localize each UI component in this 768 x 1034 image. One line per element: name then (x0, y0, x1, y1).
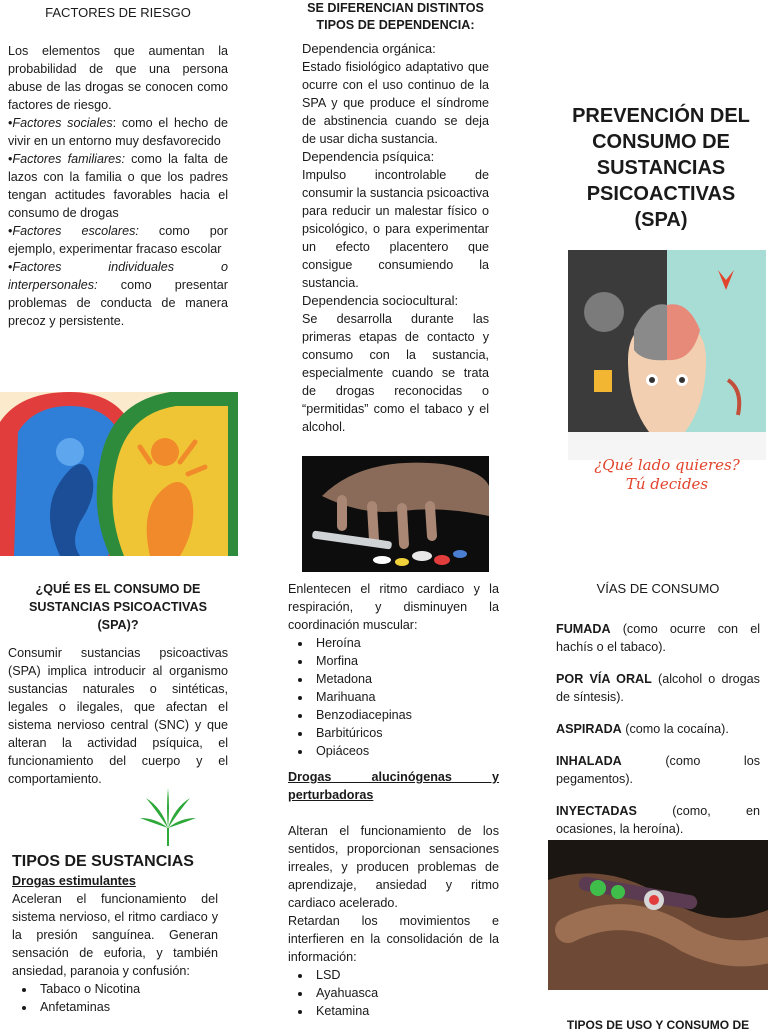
factor-text: como por ejemplo, experimentar fracaso escolar (8, 224, 228, 256)
route-text: (como, en ocasiones, la heroína). (556, 804, 760, 836)
stimulants-list (12, 980, 218, 1016)
dependence-type-name: Dependencia psíquica: (302, 149, 435, 164)
dependence-organic (302, 40, 489, 148)
route-name: INHALADA (556, 754, 622, 768)
route-name: ASPIRADA (556, 722, 622, 736)
factor-name: Factores familiares: (12, 152, 125, 166)
list-item: • Ayahuasca (312, 984, 499, 1002)
poster-line-2: Tú decides (625, 475, 709, 493)
list-item: • Opiáceos (312, 742, 499, 760)
brain-poster (568, 250, 766, 504)
what-is-body: Consumir sustancias psicoactivas (SPA) implica introducir al organismo sustancias naturales o sintéticas, legales o ilegales, que afectan el sistema nervioso central (SNC) y que alteran la actividad psíquica, el funcionamiento del cuerpo y el comportamiento. (8, 646, 228, 786)
list-item: • Benzodiacepinas (312, 706, 499, 724)
factor-name: Factores sociales (12, 116, 113, 130)
factor-social: •Factores sociales: como el hecho de vivir en un entorno muy desfavorecido (8, 116, 228, 148)
route-oral (556, 670, 760, 706)
dependence-sociocultural (302, 292, 489, 436)
list-item: • Metadona (312, 670, 499, 688)
dependence-type-text: Impulso incontrolable de consumir la sustancia psicoactiva para reducir un malestar físico o psicológico, o para experimentar un efecto placentero que consigue consumiendo la sustancia. (302, 168, 489, 290)
route-name: POR VÍA ORAL (556, 672, 652, 686)
depressants-list (288, 634, 499, 760)
list-item: • Marihuana (312, 688, 499, 706)
poster-slogan (568, 456, 766, 494)
what-is-section (8, 580, 228, 788)
factor-text: como presentar problemas de conducta de manera precoz y persistente. (8, 278, 228, 328)
factor-family: •Factores familiares: como la falta de lazos con la familia o que los padres tengan actitudes favorables hacia el consumo de drogas (8, 152, 228, 220)
route-injected (556, 802, 760, 838)
dependence-type-name: Dependencia orgánica: (302, 41, 436, 56)
route-text: (como ocurre con el hachís o el tabaco). (556, 622, 760, 654)
list-item: • Tabaco o Nicotina (36, 980, 218, 998)
dependence-type-name: Dependencia sociocultural: (302, 293, 459, 308)
stimulants-body: Aceleran el funcionamiento del sistema nervioso, el ritmo cardiaco y la presión sanguínea. Generan sensación de euforia, y también ansiedad, paranoia y confusión: (12, 892, 218, 978)
dependence-psychic (302, 148, 489, 292)
list-item: • Ketamina (312, 1002, 499, 1020)
dependence-type-text: Estado fisiológico adaptativo que ocurre con el uso continuo de la SPA y que produce el síndrome de abstinencia cuando se deja de usar dicha sustancia. (302, 60, 489, 146)
factor-name: Factores individuales o interpersonales: (8, 260, 228, 292)
route-text: (alcohol o drogas de síntesis). (556, 672, 760, 704)
dependence-heading: SE DIFERENCIAN DISTINTOS TIPOS DE DEPENDENCIA: (307, 1, 484, 32)
route-name: INYECTADAS (556, 804, 637, 818)
factor-text: como la falta de lazos con la familia o que los padres tengan actitudes favorables hacia el consumo de drogas (8, 152, 228, 220)
dependence-section (302, 0, 489, 436)
cannabis-leaf-icon (140, 788, 196, 848)
factor-text: : como el hecho de vivir en un entorno muy desfavorecido (8, 116, 228, 148)
risk-factors-intro: Los elementos que aumentan la probabilidad de que una persona abuse de las drogas se conocen como factores de riesgo. (8, 44, 228, 112)
hand-drugs-photo (302, 456, 489, 572)
factor-school: •Factores escolares: como por ejemplo, experimentar fracaso escolar (8, 224, 228, 256)
stimulants-heading: Drogas estimulantes (12, 874, 136, 888)
hallucinogens-heading: Drogas alucinógenas y perturbadoras (288, 770, 499, 802)
hallucinogens-body-2: Retardan los movimientos e interfieren en la consolidación de la información: (288, 914, 499, 964)
depressants-section (288, 580, 499, 1020)
usage-types-heading: TIPOS DE USO Y CONSUMO DE (566, 1018, 750, 1032)
heads-illustration (0, 392, 238, 556)
pipe-photo (548, 840, 768, 990)
poster-line-1: ¿Qué lado quieres? (594, 456, 740, 474)
risk-factors-heading: FACTORES DE RIESGO (45, 5, 191, 20)
factor-name: Factores escolares: (12, 224, 139, 238)
what-is-heading: ¿QUÉ ES EL CONSUMO DE SUSTANCIAS PSICOACTIVAS (SPA)? (29, 582, 207, 632)
list-item: • Heroína (312, 634, 499, 652)
dependence-type-text: Se desarrolla durante las primeras etapas de contacto y consumo con la sustancia, especialmente cuando se trata de drogas reconocidas o “permitidas” como el tabaco y el alcohol. (302, 312, 489, 434)
factor-individual: •Factores individuales o interpersonales: como presentar problemas de conducta de manera precoz y persistente. (8, 260, 228, 328)
list-item: • Barbitúricos (312, 724, 499, 742)
route-snorted (556, 720, 760, 738)
route-inhaled (556, 752, 760, 788)
route-name: FUMADA (556, 622, 611, 636)
risk-factors-section (8, 4, 228, 330)
route-text: (como la cocaína). (621, 722, 729, 736)
list-item: • LSD (312, 966, 499, 984)
brochure-title: PREVENCIÓN DEL CONSUMO DE SUSTANCIAS PSICOACTIVAS (SPA) (572, 105, 750, 231)
hallucinogens-list (288, 966, 499, 1020)
list-item: • Anfetaminas (36, 998, 218, 1016)
substance-types-section (12, 852, 218, 1016)
depressants-intro: Enlentecen el ritmo cardiaco y la respiración, y disminuyen la coordinación muscular: (288, 582, 499, 632)
routes-heading: VÍAS DE CONSUMO (596, 581, 720, 596)
routes-section (556, 580, 760, 838)
route-smoked (556, 620, 760, 656)
substance-types-heading: TIPOS DE SUSTANCIAS (12, 853, 194, 870)
route-text: (como los pegamentos). (556, 754, 760, 786)
hallucinogens-body: Alteran el funcionamiento de los sentidos, proporcionan sensaciones irreales, y producen problemas de aprendizaje, ansiedad y ritmo cardiaco acelerado. (288, 824, 499, 910)
list-item: • Morfina (312, 652, 499, 670)
